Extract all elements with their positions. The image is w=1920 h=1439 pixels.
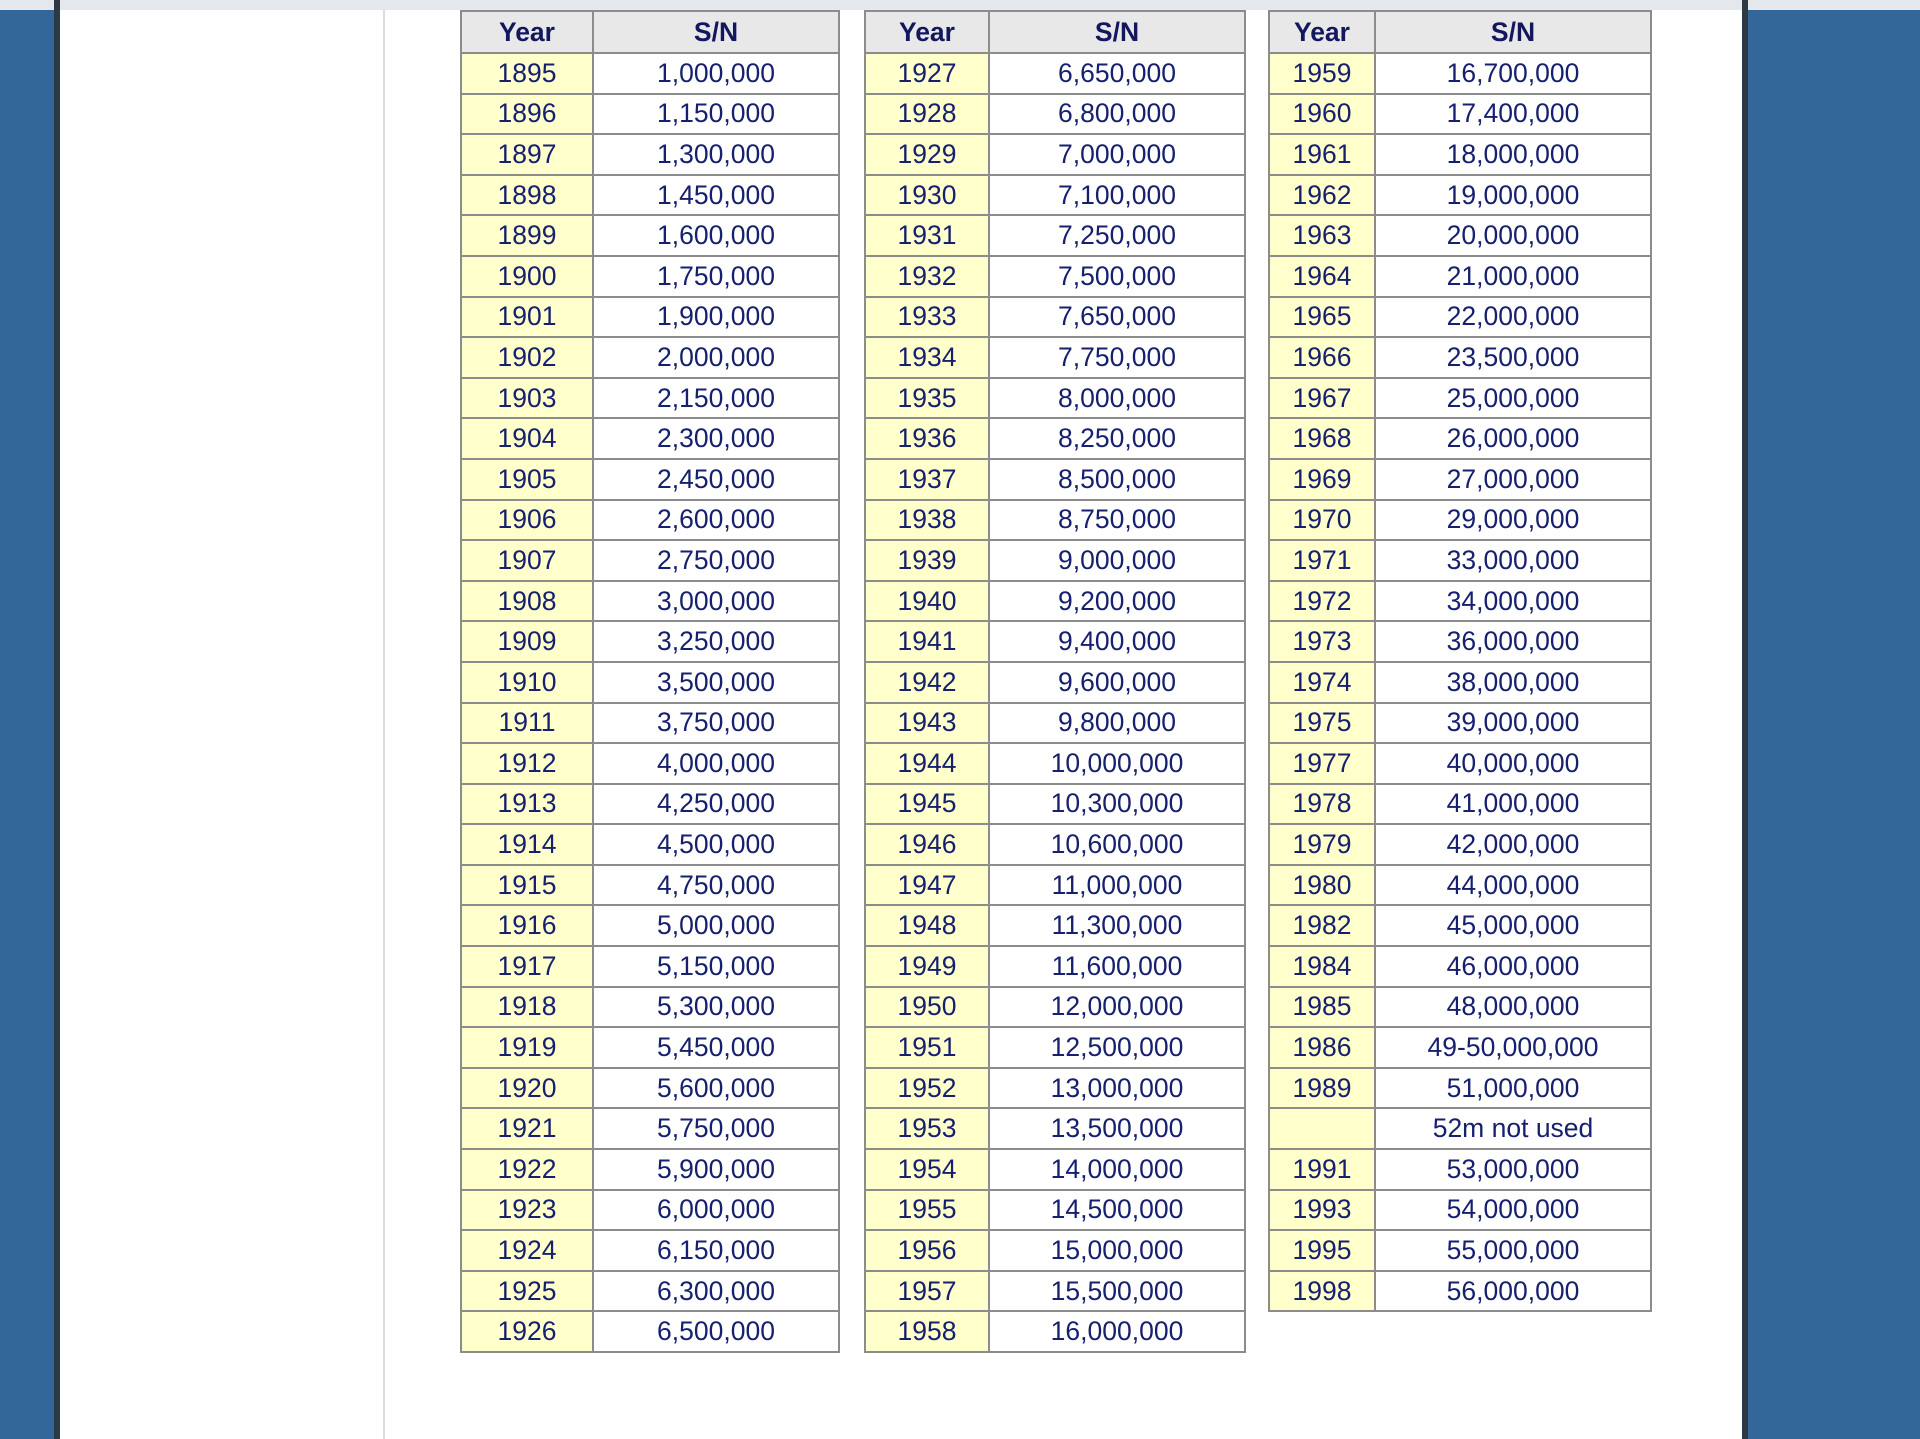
year-cell: 1944 — [865, 743, 989, 784]
year-cell: 1961 — [1269, 134, 1375, 175]
year-cell: 1984 — [1269, 946, 1375, 987]
table-row — [865, 256, 1245, 297]
year-cell: 1982 — [1269, 905, 1375, 946]
year-cell: 1967 — [1269, 378, 1375, 419]
table-row — [1269, 256, 1651, 297]
table-row — [865, 378, 1245, 419]
table-row — [1269, 784, 1651, 825]
year-cell: 1940 — [865, 581, 989, 622]
table-row — [1269, 824, 1651, 865]
serial-number-cell: 10,600,000 — [989, 824, 1245, 865]
serial-number-cell: 6,800,000 — [989, 94, 1245, 135]
year-cell: 1900 — [461, 256, 593, 297]
year-cell: 1972 — [1269, 581, 1375, 622]
serial-number-cell: 22,000,000 — [1375, 297, 1651, 338]
year-cell: 1952 — [865, 1068, 989, 1109]
year-cell: 1896 — [461, 94, 593, 135]
year-cell: 1980 — [1269, 865, 1375, 906]
table-row — [461, 865, 839, 906]
serial-number-cell: 53,000,000 — [1375, 1149, 1651, 1190]
year-cell: 1971 — [1269, 540, 1375, 581]
table-row — [461, 1230, 839, 1271]
serial-number-cell: 18,000,000 — [1375, 134, 1651, 175]
year-header: Year — [865, 11, 989, 53]
table-row — [461, 53, 839, 94]
table-row — [865, 175, 1245, 216]
serial-number-cell: 4,250,000 — [593, 784, 839, 825]
table-row — [461, 1271, 839, 1312]
year-cell: 1978 — [1269, 784, 1375, 825]
serial-number-cell: 11,300,000 — [989, 905, 1245, 946]
serial-number-cell: 6,000,000 — [593, 1190, 839, 1231]
table-row — [461, 743, 839, 784]
table-row — [865, 215, 1245, 256]
table-row — [865, 1311, 1245, 1352]
serial-number-cell: 2,300,000 — [593, 418, 839, 459]
table-row — [1269, 581, 1651, 622]
table-row — [1269, 215, 1651, 256]
serial-table-3 — [1268, 10, 1652, 1312]
year-cell: 1951 — [865, 1027, 989, 1068]
serial-number-cell: 48,000,000 — [1375, 987, 1651, 1028]
serial-number-cell: 27,000,000 — [1375, 459, 1651, 500]
year-cell: 1902 — [461, 337, 593, 378]
year-cell: 1969 — [1269, 459, 1375, 500]
year-cell: 1922 — [461, 1149, 593, 1190]
table-row — [865, 418, 1245, 459]
year-cell: 1917 — [461, 946, 593, 987]
serial-number-cell: 2,750,000 — [593, 540, 839, 581]
table-row — [461, 418, 839, 459]
serial-number-cell: 25,000,000 — [1375, 378, 1651, 419]
year-cell: 1910 — [461, 662, 593, 703]
year-cell — [1269, 1108, 1375, 1149]
serial-number-cell: 44,000,000 — [1375, 865, 1651, 906]
year-cell: 1993 — [1269, 1190, 1375, 1231]
year-cell: 1948 — [865, 905, 989, 946]
year-cell: 1960 — [1269, 94, 1375, 135]
table-row — [461, 621, 839, 662]
table-row — [865, 662, 1245, 703]
table-row — [461, 1068, 839, 1109]
table-row — [865, 459, 1245, 500]
year-cell: 1937 — [865, 459, 989, 500]
table-row — [1269, 53, 1651, 94]
serial-number-cell: 6,500,000 — [593, 1311, 839, 1352]
year-cell: 1901 — [461, 297, 593, 338]
table-row — [865, 1068, 1245, 1109]
table-row — [1269, 297, 1651, 338]
serial-number-cell: 14,000,000 — [989, 1149, 1245, 1190]
year-cell: 1966 — [1269, 337, 1375, 378]
year-cell: 1938 — [865, 500, 989, 541]
year-cell: 1954 — [865, 1149, 989, 1190]
year-cell: 1989 — [1269, 1068, 1375, 1109]
serial-number-cell: 4,500,000 — [593, 824, 839, 865]
year-cell: 1919 — [461, 1027, 593, 1068]
serial-number-cell: 51,000,000 — [1375, 1068, 1651, 1109]
table-row — [1269, 1190, 1651, 1231]
table-row — [865, 865, 1245, 906]
serial-number-cell: 46,000,000 — [1375, 946, 1651, 987]
serial-number-cell: 7,650,000 — [989, 297, 1245, 338]
table-row — [865, 540, 1245, 581]
serial-table-1 — [460, 10, 840, 1353]
serial-number-cell: 20,000,000 — [1375, 215, 1651, 256]
year-cell: 1931 — [865, 215, 989, 256]
year-cell: 1928 — [865, 94, 989, 135]
serial-number-cell: 10,000,000 — [989, 743, 1245, 784]
year-cell: 1958 — [865, 1311, 989, 1352]
serial-number-cell: 3,500,000 — [593, 662, 839, 703]
serial-number-cell: 7,250,000 — [989, 215, 1245, 256]
year-cell: 1942 — [865, 662, 989, 703]
year-cell: 1946 — [865, 824, 989, 865]
serial-number-cell: 9,000,000 — [989, 540, 1245, 581]
serial-number-cell: 5,150,000 — [593, 946, 839, 987]
table-row — [1269, 459, 1651, 500]
serial-number-cell: 38,000,000 — [1375, 662, 1651, 703]
serial-number-cell: 5,900,000 — [593, 1149, 839, 1190]
serial-number-cell: 12,500,000 — [989, 1027, 1245, 1068]
year-cell: 1977 — [1269, 743, 1375, 784]
page-right-border — [1742, 0, 1748, 1439]
table-row — [1269, 743, 1651, 784]
table-row — [461, 662, 839, 703]
year-cell: 1926 — [461, 1311, 593, 1352]
table-row — [461, 987, 839, 1028]
serial-number-cell: 45,000,000 — [1375, 905, 1651, 946]
table-row — [865, 743, 1245, 784]
year-cell: 1955 — [865, 1190, 989, 1231]
serial-number-cell: 42,000,000 — [1375, 824, 1651, 865]
year-cell: 1899 — [461, 215, 593, 256]
page-content — [60, 10, 1742, 1439]
sn-header: S/N — [1375, 11, 1651, 53]
year-cell: 1911 — [461, 703, 593, 744]
table-row — [1269, 987, 1651, 1028]
serial-number-cell: 9,400,000 — [989, 621, 1245, 662]
table-row — [865, 297, 1245, 338]
table-row — [865, 824, 1245, 865]
year-cell: 1898 — [461, 175, 593, 216]
year-cell: 1912 — [461, 743, 593, 784]
table-row — [461, 905, 839, 946]
table-row — [461, 256, 839, 297]
table-row — [461, 1108, 839, 1149]
year-cell: 1927 — [865, 53, 989, 94]
table-row — [461, 540, 839, 581]
serial-number-cell: 15,500,000 — [989, 1271, 1245, 1312]
table-row — [461, 134, 839, 175]
year-cell: 1953 — [865, 1108, 989, 1149]
table-row — [1269, 1068, 1651, 1109]
year-cell: 1920 — [461, 1068, 593, 1109]
year-cell: 1959 — [1269, 53, 1375, 94]
serial-number-cell: 6,300,000 — [593, 1271, 839, 1312]
serial-number-cell: 9,200,000 — [989, 581, 1245, 622]
year-cell: 1965 — [1269, 297, 1375, 338]
table-row — [865, 1190, 1245, 1231]
year-cell: 1956 — [865, 1230, 989, 1271]
serial-number-cell: 36,000,000 — [1375, 621, 1651, 662]
table-row — [1269, 1108, 1651, 1149]
table-row — [865, 94, 1245, 135]
year-cell: 1903 — [461, 378, 593, 419]
serial-number-cell: 6,150,000 — [593, 1230, 839, 1271]
year-cell: 1973 — [1269, 621, 1375, 662]
serial-number-cell: 1,150,000 — [593, 94, 839, 135]
serial-number-cell: 56,000,000 — [1375, 1271, 1651, 1312]
serial-number-cell: 1,300,000 — [593, 134, 839, 175]
year-cell: 1963 — [1269, 215, 1375, 256]
sn-header: S/N — [989, 11, 1245, 53]
sn-header: S/N — [593, 11, 839, 53]
table-row — [1269, 418, 1651, 459]
serial-number-cell: 1,000,000 — [593, 53, 839, 94]
table-row — [461, 1190, 839, 1231]
table-row — [461, 297, 839, 338]
sidebar-divider — [383, 10, 385, 1439]
serial-number-cell: 8,500,000 — [989, 459, 1245, 500]
serial-number-cell: 7,100,000 — [989, 175, 1245, 216]
year-cell: 1939 — [865, 540, 989, 581]
table-row — [1269, 1271, 1651, 1312]
year-cell: 1943 — [865, 703, 989, 744]
serial-number-cell: 9,800,000 — [989, 703, 1245, 744]
serial-number-cell: 2,600,000 — [593, 500, 839, 541]
year-cell: 1909 — [461, 621, 593, 662]
table-row — [461, 824, 839, 865]
year-cell: 1895 — [461, 53, 593, 94]
serial-number-cell: 8,000,000 — [989, 378, 1245, 419]
serial-number-cell: 29,000,000 — [1375, 500, 1651, 541]
year-cell: 1897 — [461, 134, 593, 175]
serial-number-cell: 16,000,000 — [989, 1311, 1245, 1352]
serial-number-cell: 4,750,000 — [593, 865, 839, 906]
year-cell: 1945 — [865, 784, 989, 825]
year-header: Year — [1269, 11, 1375, 53]
year-cell: 1907 — [461, 540, 593, 581]
year-cell: 1905 — [461, 459, 593, 500]
table-row — [1269, 1149, 1651, 1190]
table-row — [1269, 540, 1651, 581]
serial-number-cell: 17,400,000 — [1375, 94, 1651, 135]
year-cell: 1925 — [461, 1271, 593, 1312]
serial-number-cell: 8,250,000 — [989, 418, 1245, 459]
serial-number-cell: 5,750,000 — [593, 1108, 839, 1149]
year-cell: 1934 — [865, 337, 989, 378]
serial-number-cell: 2,150,000 — [593, 378, 839, 419]
serial-number-cell: 11,600,000 — [989, 946, 1245, 987]
serial-number-cell: 5,450,000 — [593, 1027, 839, 1068]
table-row — [865, 1108, 1245, 1149]
serial-number-cell: 14,500,000 — [989, 1190, 1245, 1231]
table-row — [865, 581, 1245, 622]
table-row — [865, 621, 1245, 662]
table-row — [1269, 662, 1651, 703]
table-row — [461, 784, 839, 825]
serial-number-cell: 12,000,000 — [989, 987, 1245, 1028]
serial-number-cell: 33,000,000 — [1375, 540, 1651, 581]
table-row — [865, 1230, 1245, 1271]
year-cell: 1998 — [1269, 1271, 1375, 1312]
serial-number-cell: 19,000,000 — [1375, 175, 1651, 216]
year-cell: 1957 — [865, 1271, 989, 1312]
serial-number-cell: 9,600,000 — [989, 662, 1245, 703]
table-row — [1269, 946, 1651, 987]
table-row — [1269, 94, 1651, 135]
year-cell: 1985 — [1269, 987, 1375, 1028]
serial-number-cell: 3,250,000 — [593, 621, 839, 662]
serial-number-cell: 13,500,000 — [989, 1108, 1245, 1149]
table-row — [1269, 905, 1651, 946]
table-row — [1269, 621, 1651, 662]
serial-number-cell: 11,000,000 — [989, 865, 1245, 906]
year-cell: 1995 — [1269, 1230, 1375, 1271]
year-cell: 1941 — [865, 621, 989, 662]
table-row — [461, 703, 839, 744]
table-row — [1269, 865, 1651, 906]
serial-number-cell: 21,000,000 — [1375, 256, 1651, 297]
year-cell: 1950 — [865, 987, 989, 1028]
table-row — [461, 1311, 839, 1352]
table-row — [461, 459, 839, 500]
year-cell: 1915 — [461, 865, 593, 906]
serial-number-cell: 13,000,000 — [989, 1068, 1245, 1109]
serial-number-cell: 2,450,000 — [593, 459, 839, 500]
year-cell: 1975 — [1269, 703, 1375, 744]
table-row — [461, 946, 839, 987]
year-cell: 1947 — [865, 865, 989, 906]
table-row — [865, 1271, 1245, 1312]
year-cell: 1906 — [461, 500, 593, 541]
top-scroll-strip — [0, 0, 1920, 10]
serial-number-cell: 1,600,000 — [593, 215, 839, 256]
serial-number-cell: 5,300,000 — [593, 987, 839, 1028]
serial-number-cell: 6,650,000 — [989, 53, 1245, 94]
serial-number-cell: 49-50,000,000 — [1375, 1027, 1651, 1068]
table-row — [461, 500, 839, 541]
serial-number-cell: 3,750,000 — [593, 703, 839, 744]
serial-number-cell: 40,000,000 — [1375, 743, 1651, 784]
table-row — [865, 134, 1245, 175]
serial-number-cell: 2,000,000 — [593, 337, 839, 378]
table-row — [1269, 378, 1651, 419]
serial-number-cell: 41,000,000 — [1375, 784, 1651, 825]
table-row — [461, 1149, 839, 1190]
year-cell: 1921 — [461, 1108, 593, 1149]
year-cell: 1929 — [865, 134, 989, 175]
table-row — [461, 1027, 839, 1068]
table-row — [461, 337, 839, 378]
table-row — [1269, 1230, 1651, 1271]
table-row — [1269, 337, 1651, 378]
serial-number-cell: 5,600,000 — [593, 1068, 839, 1109]
table-row — [461, 94, 839, 135]
table-row — [461, 175, 839, 216]
serial-number-cell: 1,750,000 — [593, 256, 839, 297]
year-cell: 1913 — [461, 784, 593, 825]
year-cell: 1964 — [1269, 256, 1375, 297]
table-row — [865, 784, 1245, 825]
year-cell: 1970 — [1269, 500, 1375, 541]
serial-number-cell: 7,750,000 — [989, 337, 1245, 378]
serial-number-cell: 4,000,000 — [593, 743, 839, 784]
year-cell: 1904 — [461, 418, 593, 459]
table-row — [865, 337, 1245, 378]
year-cell: 1924 — [461, 1230, 593, 1271]
table-row — [1269, 703, 1651, 744]
year-cell: 1979 — [1269, 824, 1375, 865]
year-header: Year — [461, 11, 593, 53]
year-cell: 1974 — [1269, 662, 1375, 703]
table-row — [865, 987, 1245, 1028]
table-row — [865, 1149, 1245, 1190]
serial-number-cell: 26,000,000 — [1375, 418, 1651, 459]
year-cell: 1962 — [1269, 175, 1375, 216]
table-row — [461, 581, 839, 622]
year-cell: 1968 — [1269, 418, 1375, 459]
serial-number-cell: 34,000,000 — [1375, 581, 1651, 622]
year-cell: 1914 — [461, 824, 593, 865]
table-row — [1269, 134, 1651, 175]
serial-table-2 — [864, 10, 1246, 1353]
year-cell: 1986 — [1269, 1027, 1375, 1068]
serial-number-cell: 52m not used — [1375, 1108, 1651, 1149]
serial-number-cell: 23,500,000 — [1375, 337, 1651, 378]
serial-number-cell: 16,700,000 — [1375, 53, 1651, 94]
table-row — [865, 53, 1245, 94]
year-cell: 1933 — [865, 297, 989, 338]
table-row — [865, 1027, 1245, 1068]
serial-number-cell: 1,900,000 — [593, 297, 839, 338]
serial-number-cell: 54,000,000 — [1375, 1190, 1651, 1231]
table-row — [461, 378, 839, 419]
serial-number-cell: 15,000,000 — [989, 1230, 1245, 1271]
serial-number-cell: 7,000,000 — [989, 134, 1245, 175]
serial-number-cell: 10,300,000 — [989, 784, 1245, 825]
table-row — [1269, 500, 1651, 541]
serial-number-cell: 7,500,000 — [989, 256, 1245, 297]
table-row — [461, 215, 839, 256]
year-cell: 1923 — [461, 1190, 593, 1231]
year-cell: 1935 — [865, 378, 989, 419]
serial-number-cell: 8,750,000 — [989, 500, 1245, 541]
year-cell: 1916 — [461, 905, 593, 946]
table-row — [1269, 1027, 1651, 1068]
table-row — [865, 946, 1245, 987]
year-cell: 1918 — [461, 987, 593, 1028]
serial-number-cell: 55,000,000 — [1375, 1230, 1651, 1271]
year-cell: 1908 — [461, 581, 593, 622]
table-row — [1269, 175, 1651, 216]
year-cell: 1949 — [865, 946, 989, 987]
serial-number-cell: 5,000,000 — [593, 905, 839, 946]
serial-number-cell: 39,000,000 — [1375, 703, 1651, 744]
serial-number-cell: 3,000,000 — [593, 581, 839, 622]
table-row — [865, 500, 1245, 541]
table-row — [865, 703, 1245, 744]
year-cell: 1936 — [865, 418, 989, 459]
year-cell: 1930 — [865, 175, 989, 216]
year-cell: 1991 — [1269, 1149, 1375, 1190]
year-cell: 1932 — [865, 256, 989, 297]
table-row — [865, 905, 1245, 946]
serial-number-cell: 1,450,000 — [593, 175, 839, 216]
